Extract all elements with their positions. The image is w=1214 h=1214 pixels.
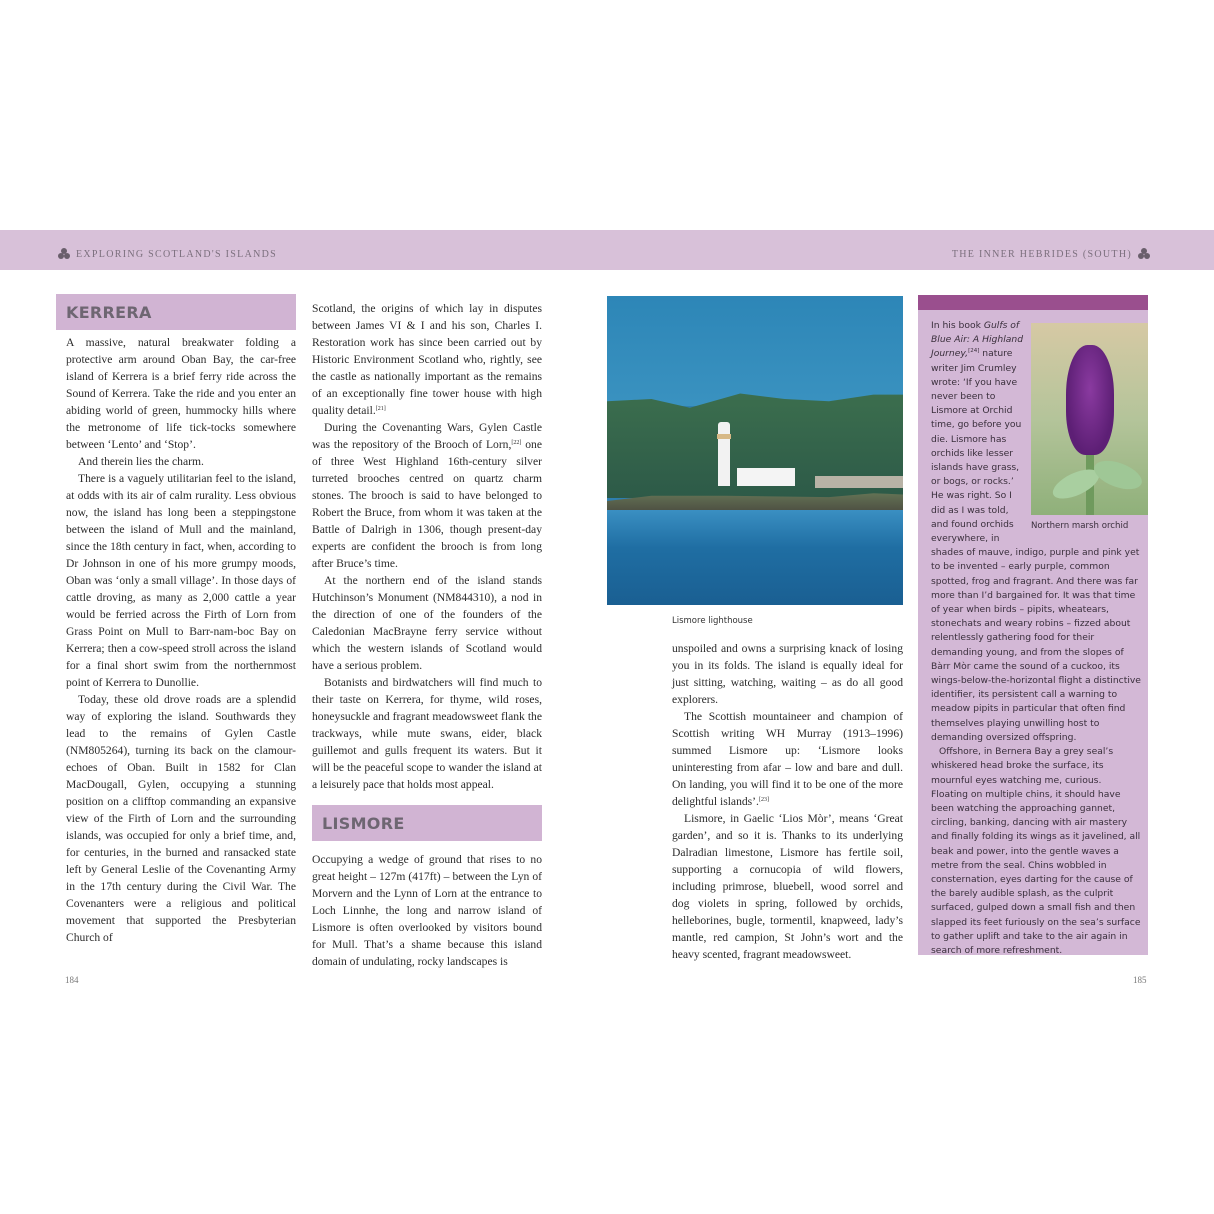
column-2 [312, 300, 542, 970]
section-heading-lismore: LISMORE [312, 805, 542, 841]
trefoil-icon [58, 248, 70, 260]
footnote-ref: [22] [511, 440, 522, 446]
sidebar-text [931, 319, 1141, 958]
column-1 [56, 294, 296, 946]
kerrera-body [56, 334, 296, 946]
paragraph: Botanists and birdwatchers will find much to their taste on Kerrera, for thyme, wild roses, honeysuckle and fragrant meadowsweet flank the trackways, while mute swans, eider, black guillemot and gulls frequent its waters. But it will be the peaceful scope to wander the island at a leisurely pace that holds most appeal. [312, 676, 542, 791]
photo-caption: Lismore lighthouse [672, 616, 753, 626]
page-number-left: 184 [65, 975, 79, 985]
paragraph: Offshore, in Bernera Bay a grey seal’s whiskered head broke the surface, its mournful eyes watching me, curious. Floating on multiple chins, it should have been watching the approaching gannet, circling, banking, dancing with air mastery and finally folding its wings as it javelined, all beak and power, into the gentle waves a metre from the seal. Chins wobbled in consternation, eyes darting for the cause of the barely audible splash, as the culprit surfaced, gulped down a small fish and then slapped its feet furiously on the sea’s surface to gather uplift and take to the air again in search of more refreshment. [931, 746, 1141, 956]
trefoil-icon [1138, 248, 1150, 260]
paragraph: unspoiled and owns a surprising knack of losing you in its folds. The island is equally ideal for just sitting, watching, waiting – as do all good explorers. [672, 642, 903, 706]
paragraph: Occupying a wedge of ground that rises to no great height – 127m (417ft) – between the Lyn of Morvern and the Lynn of Lorn at the entrance to Loch Linnhe, the long and narrow island of Lismore is often overlooked by visitors bound for Mull. That’s a shame because this island domain of undulating, rocky landscapes is [312, 853, 542, 968]
footnote-ref: [21] [375, 406, 386, 412]
paragraph: Today, these old drove roads are a splendid way of exploring the island. Southwards they lead to the remains of Gylen Castle (NM805264), turning its back on the clamour-echoes of Oban. Built in 1582 for Clan MacDougall, Gylen, occupying a stunning position on a clifftop commanding an expansive view of the Firth of Lorn and the surrounding islands, was occupied for only a brief time, and, for centuries, in the burned and ransacked state left by General Leslie of the Covenanting Army in the 17th century during the Civil War. The Covenanters were a religious and political movement that supported the Presbyterian Church of [66, 693, 296, 944]
footnote-ref: [24] [968, 348, 980, 355]
orchid-caption: Northern marsh orchid [1031, 521, 1129, 531]
running-head-left-text: EXPLORING SCOTLAND'S ISLANDS [76, 248, 277, 260]
paragraph: A massive, natural breakwater folding a protective arm around Oban Bay, the car-free island of Kerrera is a brief ferry ride across the Sound of Kerrera. Take the ride and you enter an abiding world of green, hummocky hills where the metronome of life tick-tocks somewhere between ‘Lento’ and ‘Stop’. [66, 336, 296, 451]
running-head-right [952, 248, 1150, 260]
paragraph: At the northern end of the island stands Hutchinson’s Monument (NM844310), a nod in the direction of one of the founders of the Caledonian MacBrayne ferry service without which the western islands of Scotland would have a serious problem. [312, 574, 542, 672]
paragraph: And therein lies the charm. [78, 455, 204, 468]
lighthouse-photo [607, 296, 903, 605]
paragraph: Lismore, in Gaelic ‘Lios Mòr’, means ‘Great garden’, and so it is. Thanks to its underlying Dalradian limestone, Lismore has fertile soil, supporting a cornucopia of wild flowers, including primrose, bluebell, wood sorrel and dog violets in spring, followed by orchids, helleborines, bugle, tormentil, knapweed, lady’s mantle, red campion, St John’s wort and the heavy scented, fragrant meadowsweet. [672, 812, 903, 961]
sidebar-topbar [918, 295, 1148, 310]
running-head-left [58, 248, 277, 260]
orchid-photo [1031, 323, 1148, 515]
paragraph: There is a vaguely utilitarian feel to the island, at odds with its air of calm rurality. Less obvious now, the island has long been a steppingstone between the island of Mull and the mainland, since the 18th century in fact, when, according to Dr Johnson in one of his more grumpy moods, Oban was ‘only a small village’. In those days of cattle droving, as many as 2,000 cattle a year would be ferried across the Firth of Lorn from Grass Point on Mull to Barr-nam-boc Bay on Kerrera; then a cow-speed stroll across the island for a final short swim from the northernmost point of Kerrera to Dunollie. [66, 472, 296, 689]
paragraph: During the Covenanting Wars, Gylen Castle was the repository of the Brooch of Lorn,[22] one of three West Highland 16th-century silver turreted brooches centred on quartz charm stones. The brooch is said to have belonged to Robert the Bruce, from whom it was taken at the Battle of Dalrigh in 1306, though present-day experts are confident the brooch is from long after Bruce’s time. [312, 421, 542, 570]
sidebar-box [918, 295, 1148, 955]
paragraph: The Scottish mountaineer and champion of Scottish writing WH Murray (1913–1996) summed Lismore up: ‘Lismore looks uninteresting from afar – low and bare and dull. On landing, you will find it to be one of the more delightful islands’.[23] [672, 710, 903, 808]
page-number-right: 185 [1133, 975, 1147, 985]
section-heading-kerrera: KERRERA [56, 294, 296, 330]
paragraph: Scotland, the origins of which lay in disputes between James VI & I and his son, Charles I. Restoration work has since been carried out by Historic Environment Scotland who, rightly, see the castle as nationally important as the remains of an exceptionally fine tower house with high quality detail.[21] [312, 302, 542, 417]
paragraph: In his book Gulfs of Blue Air: A Highland Journey,[24] nature writer Jim Crumley wrote: ‘If you have never been to Lismore at Orchid time, go before you die. Lismore has orchids like lesser islands have grass, or bogs, or rocks.’ He was right. So I did as I was told, and found orchids everywhere, in shades of mauve, indigo, purple and pink yet to be invented – early purple, common spotted, frog and fragrant. And there was far more than I’d bargained for. It was that time of year when birds – pipits, wheatears, stonechats and weary robins – fizzed about relentlessly gathering food for their demanding young, and from the slopes of Bàrr Mòr came the sound of a cuckoo, its wings-below-the-horizontal flight a distinctive identifier, its persistent call a warning to meadow pipits in particular that often find themselves playing unwilling host to demanding oversized offspring. [931, 320, 1141, 743]
footnote-ref: [23] [758, 797, 769, 803]
column-3 [672, 640, 903, 963]
running-head-right-text: THE INNER HEBRIDES (SOUTH) [951, 248, 1132, 260]
book-title: Gulfs of Blue Air: A Highland Journey, [931, 320, 1024, 360]
